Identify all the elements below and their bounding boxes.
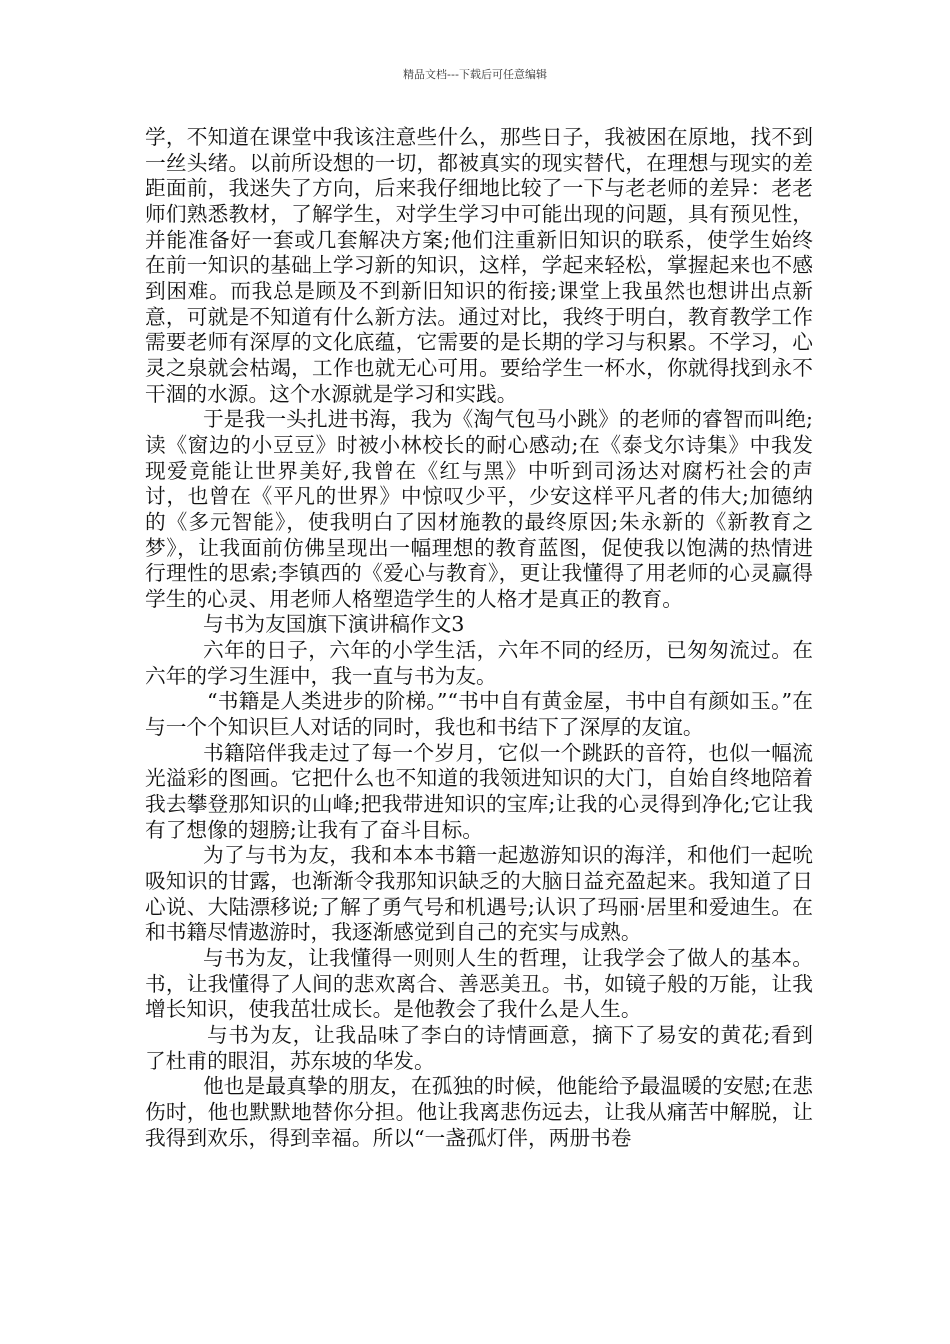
paragraph-1: 学，不知道在课堂中我该注意些什么，那些日子，我被困在原地，找不到一丝头绪。以前所设想的一切，都被真实的现实替代，在理想与现实的差距面前，我迷失了方向，后来我仔细地比较了一下与老老师的差异：老老师们熟悉教材，了解学生，对学生学习中可能出现的问题，具有预见性，并能准备好一套或几套解决方案;他们注重新旧知识的联系，使学生始终在前一知识的基础上学习新的知识，这样，学起来轻松，掌握起来也不感到困难。而我总是顾及不到新旧知识的衔接;课堂上我虽然也想讲出点新意，可就是不知道有什么新方法。通过对比，我终于明白，教育教学工作需要老师有深厚的文化底蕴，它需要的是长期的学习与积累。不学习，心灵之泉就会枯竭，工作也就无心可用。要给学生一杯水，你就得找到永不干涸的水源。这个水源就是学习和实践。	[145, 125, 813, 406]
paragraph-2: 于是我一头扎进书海，我为《淘气包马小跳》的老师的睿智而叫绝;读《窗边的小豆豆》时被小林校长的耐心感动;在《泰戈尔诗集》中我发现爱竟能让世界美好,我曾在《红与黑》中听到司汤达对腐朽社会的声讨，也曾在《平凡的世界》中惊叹少平，少安这样平凡者的伟大;加德纳的《多元智能》，使我明白了因材施教的最终原因;朱永新的《新教育之梦》，让我面前仿佛呈现出一幅理想的教育蓝图，促使我以饱满的热情进行理性的思索;李镇西的《爱心与教育》，更让我懂得了用老师的心灵赢得学生的心灵、用老师人格塑造学生的人格才是真正的教育。	[145, 407, 813, 611]
paragraph-9: 他也是最真挚的朋友，在孤独的时候，他能给予最温暖的安慰;在悲伤时，他也默默地替你分担。他让我离悲伤远去，让我从痛苦中解脱，让我得到欢乐，得到幸福。所以“一盏孤灯伴，两册书卷	[145, 1074, 813, 1150]
page-header: 精品文档---下载后可任意编辑	[403, 68, 547, 81]
paragraph-3: 六年的日子，六年的小学生活，六年不同的经历，已匆匆流过。在六年的学习生涯中，我一直与书为友。	[145, 638, 813, 688]
paragraph-8: 与书为友，让我品味了李白的诗情画意，摘下了易安的黄花;看到了杜甫的眼泪，苏东坡的华发。	[145, 1022, 813, 1073]
section-title: 与书为友国旗下演讲稿作文3	[203, 612, 465, 637]
paragraph-7: 与书为友，让我懂得一则则人生的哲理，让我学会了做人的基本。书，让我懂得了人间的悲欢离合、善恶美丑。书，如镜子般的万能，让我增长知识，使我茁壮成长。是他教会了我什么是人生。	[145, 946, 813, 1022]
paragraph-5: 书籍陪伴我走过了每一个岁月，它似一个跳跃的音符，也似一幅流光溢彩的图画。它把什么也不知道的我领进知识的大门，自始自终地陪着我去攀登那知识的山峰;把我带进知识的宝库;让我的心灵得到净化;它让我有了想像的翅膀;让我有了奋斗目标。	[145, 740, 813, 842]
paragraph-4: “书籍是人类进步的阶梯。”“书中自有黄金屋，书中自有颜如玉。”在与一个个知识巨人对话的同时，我也和书结下了深厚的友谊。	[145, 689, 813, 740]
paragraph-6: 为了与书为友，我和本本书籍一起遨游知识的海洋，和他们一起吮吸知识的甘露，也渐渐令我那知识缺乏的大脑日益充盈起来。我知道了日心说、大陆漂移说;了解了勇气号和机遇号;认识了玛丽·居里和爱迪生。在和书籍尽情遨游时，我逐渐感觉到自己的充实与成熟。	[145, 843, 813, 945]
document-body	[145, 125, 813, 1151]
